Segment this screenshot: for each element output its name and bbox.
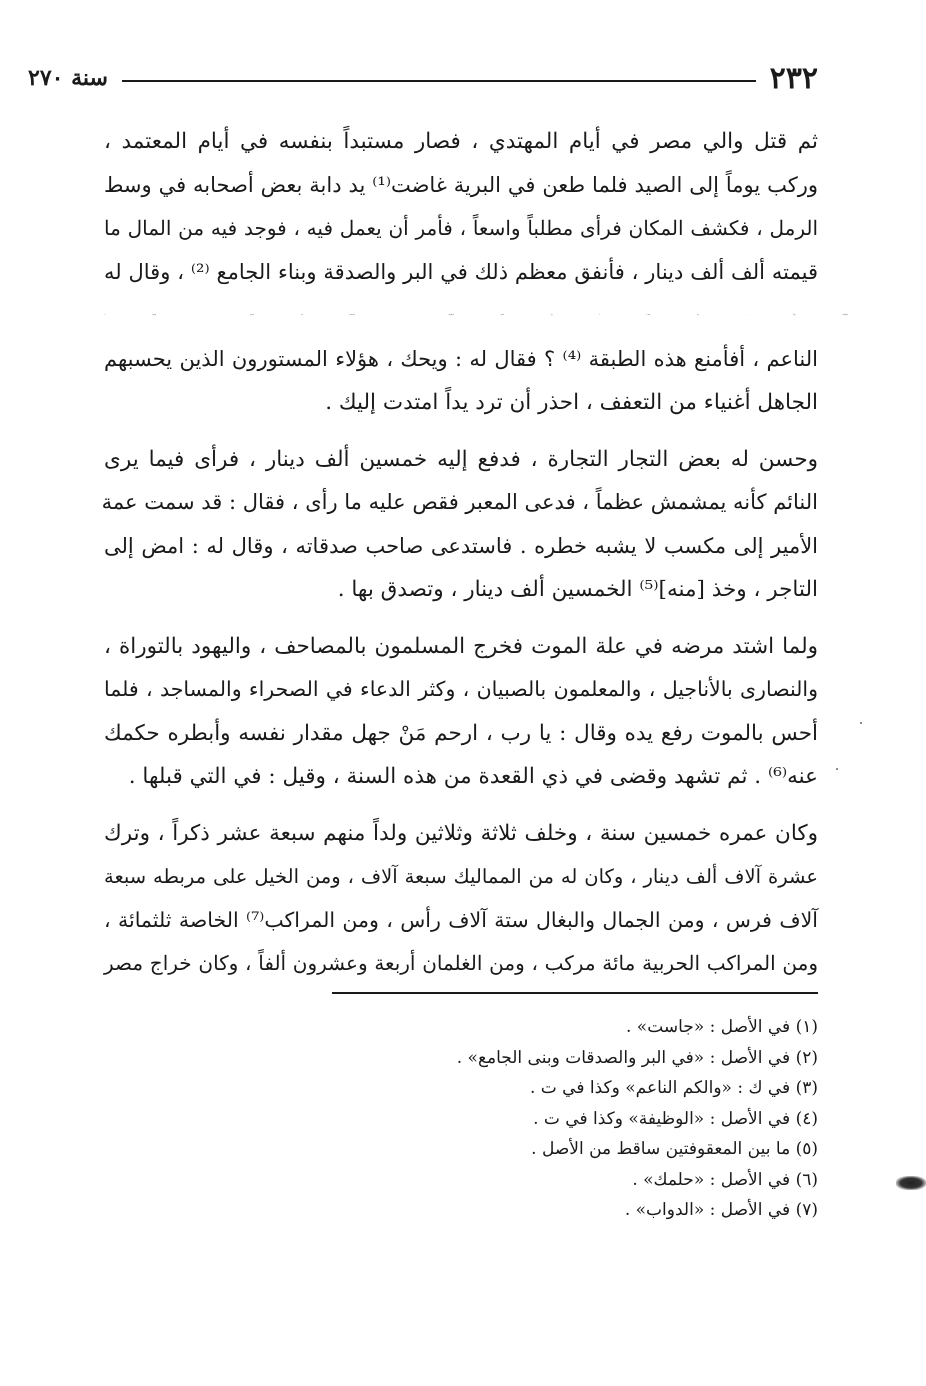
- text-line: ثم قتل والي مصر في أيام المهتدي ، فصار مستبداً بنفسه في أيام المعتمد ،: [104, 129, 818, 154]
- footnote-separator: [332, 992, 818, 994]
- paragraph: [101, 438, 818, 612]
- page-header: [28, 60, 818, 96]
- text-line: وحسن له بعض التجار التجارة ، فدفع إليه خمسين ألف دينار ، فرأى فيما يرى: [104, 446, 818, 472]
- page-number: ٢٣٢: [769, 60, 818, 96]
- text-line: آلاف فرس ، ومن الجمال والبغال ستة آلاف رأس ، ومن المراكب⁽⁷⁾ الخاصة ثلثمائة ،: [104, 907, 818, 932]
- header-rule: [122, 80, 756, 82]
- text-line: الأمير إلى مكسب لا يشبه خطره . فاستدعى صاحب صدقاته ، وقال له : امض إلى: [104, 533, 818, 558]
- text-line: الناعم ، أفأمنع هذه الطبقة ⁽⁴⁾ ؟ فقال له : ويحك ، هؤلاء المستورون الذين يحسبهم: [104, 346, 818, 371]
- text-line: النائم كأنه يمشمش عظماً ، فدعى المعبر فقص عليه ما رأى ، فقال : قد سمت عمة: [101, 490, 818, 514]
- text-line: الجاهل أغنياء من التعفف ، احذر أن ترد يداً امتدت إليك .: [325, 390, 818, 415]
- main-text: [101, 120, 848, 999]
- footnote-item: (٧) في الأصل : «الدواب» .: [624, 1200, 818, 1220]
- paragraph: [104, 625, 818, 799]
- paragraph: [104, 812, 818, 986]
- footnote-item: (٥) ما بين المعقوفتين ساقط من الأصل .: [531, 1139, 818, 1159]
- text-line: ولما اشتد مرضه في علة الموت فخرج المسلمون بالمصاحف ، واليهود بالتوراة ،: [104, 633, 818, 659]
- paper-speck: [836, 768, 838, 770]
- paragraph: [104, 120, 848, 425]
- text-line: وركب يوماً إلى الصيد فلما طعن في البرية غاضت⁽¹⁾ يد دابة بعض أصحابه في وسط: [104, 172, 818, 197]
- text-line: ٨٤/أوكيله يوماً : ربما امتدت / إلى الكف المطوقة ، والمعصم فيه السوار ، والكف ⁽³⁾: [104, 315, 848, 316]
- footnote-item: (١) في الأصل : «جاست» .: [625, 1017, 818, 1037]
- text-line: قيمته ألف ألف دينار ، فأنفق معظم ذلك في البر والصدقة وبناء الجامع ⁽²⁾ ، وقال له: [104, 259, 818, 284]
- ink-blot: [896, 1176, 926, 1190]
- running-head: سنة ٢٧٠: [28, 65, 108, 91]
- footnotes: [258, 1012, 818, 1226]
- text-line: وكان عمره خمسين سنة ، وخلف ثلاثة وثلاثين ولداً منهم سبعة عشر ذكراً ، وترك: [104, 820, 818, 846]
- text-line: ومن المراكب الحربية مائة مركب ، ومن الغلمان أربعة وعشرون ألفاً ، وكان خراج مصر: [104, 951, 818, 975]
- text-line: أحس بالموت رفع يده وقال : يا رب ، ارحم مَنْ جهل مقدار نفسه وأبطره حكمك: [104, 720, 818, 746]
- text-line: عشرة آلاف ألف دينار ، وكان له من المماليك سبعة آلاف ، ومن الخيل على مربطه سبعة: [104, 865, 818, 888]
- text-line: التاجر ، وخذ [منه]⁽⁵⁾ الخمسين ألف دينار ، وتصدق بها .: [337, 577, 818, 602]
- footnote-item: (٦) في الأصل : «حلمك» .: [632, 1169, 818, 1190]
- text-line: عنه⁽⁶⁾ . ثم تشهد وقضى في ذي القعدة من هذه السنة ، وقيل : في التي قبلها .: [128, 764, 818, 789]
- footnote-item: (٣) في ك : «والكم الناعم» وكذا في ت .: [529, 1078, 818, 1098]
- text-line: والنصارى بالأناجيل ، والمعلمون بالصبيان ، وكثر الدعاء في الصحراء والمساجد ، فلما: [104, 677, 818, 701]
- text-line: الرمل ، فكشف المكان فرأى مطلباً واسعاً ، فأمر أن يعمل فيه ، فوجد فيه من المال ما: [104, 216, 819, 240]
- footnote-item: (٤) في الأصل : «الوظيفة» وكذا في ت .: [533, 1108, 818, 1129]
- paper-speck: [860, 722, 862, 724]
- footnote-item: (٢) في الأصل : «في البر والصدقات وبنى الجامع» .: [456, 1047, 818, 1068]
